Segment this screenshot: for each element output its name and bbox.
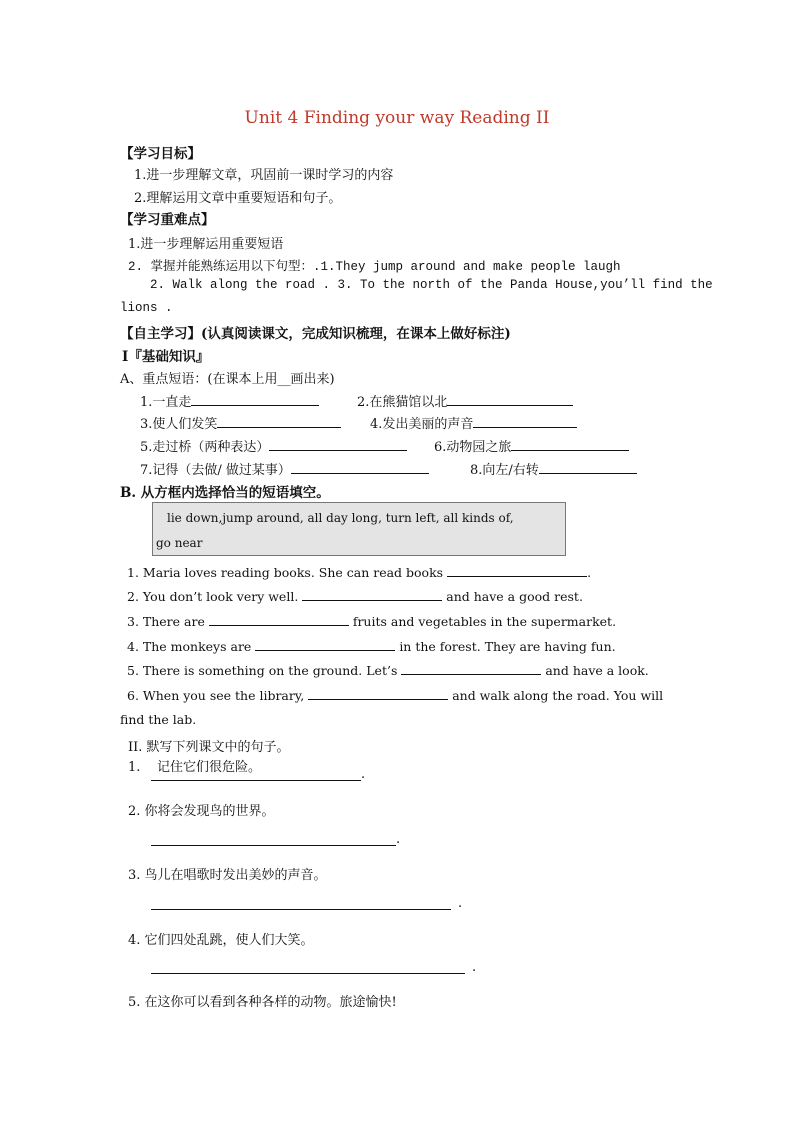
fill-item-4: 4. The monkeys are in the forest. They are having fun. <box>127 639 616 654</box>
phrase-8: 8.向左/右转 <box>470 459 637 478</box>
answer-line-4[interactable] <box>151 973 465 974</box>
part-b-heading: B. 从方框内选择恰当的短语填空。 <box>120 485 330 501</box>
keypoint-item-1: 1.进一步理解运用重要短语 <box>128 237 284 252</box>
phrase-3: 3.使人们发笑 <box>140 413 341 432</box>
phrase-box-line-2: go near <box>156 536 203 550</box>
phrase-5: 5.走过桥（两种表达） <box>140 436 407 455</box>
goal-item-1: 1.进一步理解文章，巩固前一课时学习的内容 <box>134 168 394 183</box>
fill-item-1: 1. Maria loves reading books. She can read books . <box>127 565 592 580</box>
sentence-5: 5. 在这你可以看到各种各样的动物。旅途愉快! <box>128 995 397 1010</box>
self-study-heading: 【自主学习】(认真阅读课文，完成知识梳理，在课本上做好标注) <box>120 326 511 342</box>
fill-item-3: 3. There are fruits and vegetables in the supermarket. <box>127 614 617 629</box>
phrase-1: 1.一直走 <box>140 391 319 410</box>
phrase-7: 7.记得（去做/ 做过某事） <box>140 459 429 478</box>
fill-item-6: 6. When you see the library, and walk along the road. You will <box>127 688 664 703</box>
phrase-6: 6.动物园之旅 <box>434 436 629 455</box>
answer-dot-1: . <box>361 767 366 782</box>
phrase-box-line-1: lie down,jump around, all day long, turn left, all kinds of, <box>167 511 514 525</box>
section-1-heading: Ⅰ『基础知识』 <box>122 349 210 365</box>
keypoint-item-2: 2. 掌握并能熟练运用以下句型：.1.They jump around and make people laugh <box>128 260 621 274</box>
phrase-2: 2.在熊猫馆以北 <box>357 391 573 410</box>
answer-line-2[interactable] <box>151 845 396 846</box>
sentence-3: 3. 鸟儿在唱歌时发出美妙的声音。 <box>128 868 327 883</box>
section-2-heading: II. 默写下列课文中的句子。 <box>128 740 290 755</box>
sentence-4: 4. 它们四处乱跳，使人们大笑。 <box>128 933 314 948</box>
goals-heading: 【学习目标】 <box>120 146 201 162</box>
keypoint-item-2c: lions . <box>120 301 173 315</box>
phrase-box <box>152 502 566 556</box>
fill-item-2: 2. You don’t look very well. and have a good rest. <box>127 589 583 604</box>
phrase-4: 4.发出美丽的声音 <box>370 413 577 432</box>
answer-line-3[interactable] <box>151 909 451 910</box>
sentence-2: 2. 你将会发现鸟的世界。 <box>128 804 275 819</box>
answer-line-1[interactable] <box>151 780 361 781</box>
keypoint-item-2b: 2. Walk along the road . 3. To the north of the Panda House,you’ll find the <box>150 278 713 292</box>
part-a-heading: A、重点短语：(在课本上用__画出来) <box>120 372 335 387</box>
answer-dot-3: . <box>458 896 463 911</box>
page-title: Unit 4 Finding your way Reading II <box>244 108 550 128</box>
answer-dot-2: . <box>396 832 401 847</box>
sentence-1: 1. 记住它们很危险。 <box>128 760 261 775</box>
fill-item-6-cont: find the lab. <box>120 712 197 727</box>
keypoints-heading: 【学习重难点】 <box>120 212 215 228</box>
answer-dot-4: . <box>472 960 477 975</box>
goal-item-2: 2.理解运用文章中重要短语和句子。 <box>134 191 342 206</box>
fill-item-5: 5. There is something on the ground. Let’s and have a look. <box>127 663 649 678</box>
